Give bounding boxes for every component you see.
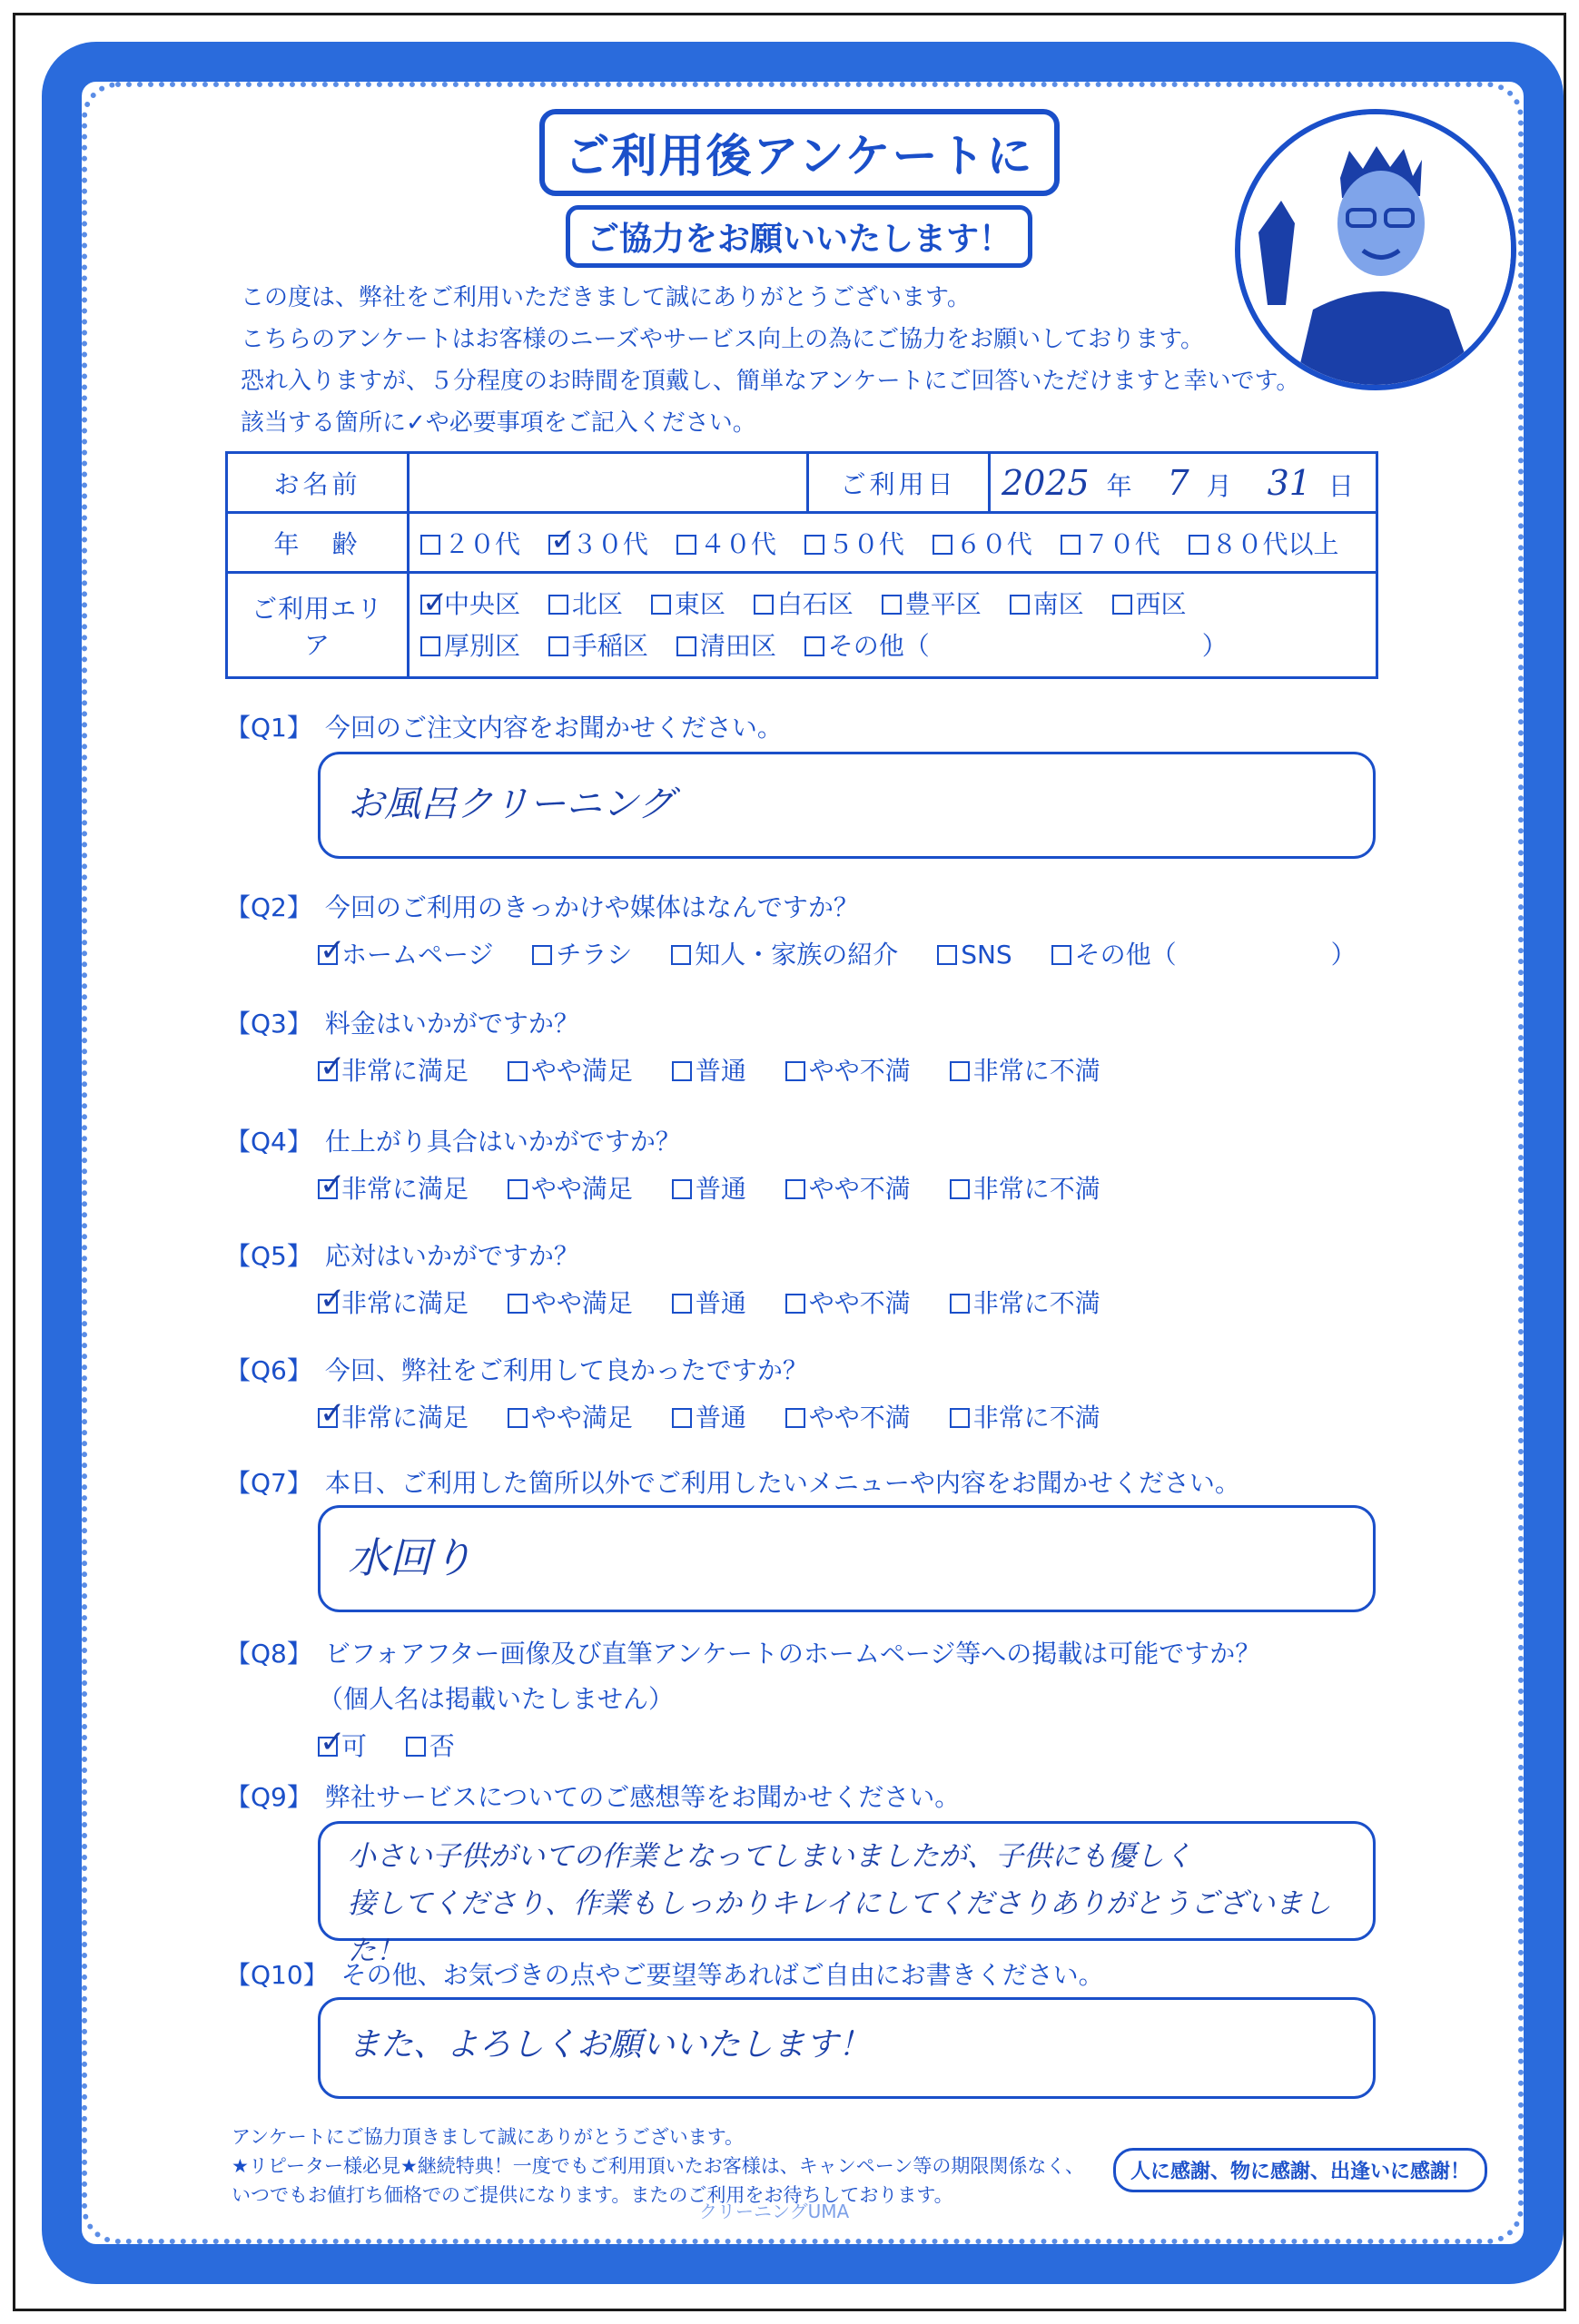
checkbox-checked[interactable] bbox=[318, 1294, 338, 1314]
q8-options bbox=[318, 1727, 486, 1763]
date-day: 31 bbox=[1267, 462, 1311, 503]
checkbox-checked[interactable] bbox=[548, 535, 568, 555]
rating-option[interactable]: やや満足 bbox=[508, 1398, 633, 1434]
company-logo: クリーニングUMA bbox=[699, 2201, 850, 2222]
customer-info-table bbox=[225, 451, 1378, 679]
day-unit: 日 bbox=[1327, 470, 1354, 501]
checkbox[interactable] bbox=[804, 636, 824, 656]
checkbox[interactable] bbox=[937, 945, 957, 965]
checkbox[interactable] bbox=[785, 1408, 805, 1428]
footer-text bbox=[232, 2122, 1084, 2210]
rating-option[interactable]: やや不満 bbox=[785, 1284, 911, 1320]
gratitude-badge: 人に感謝、物に感謝、出逢いに感謝！ bbox=[1113, 2148, 1487, 2192]
rating-option[interactable]: 非常に不満 bbox=[950, 1284, 1100, 1320]
checkbox[interactable] bbox=[508, 1408, 528, 1428]
question-1: 【Q1】 今回のご注文内容をお聞かせください。 bbox=[225, 713, 783, 743]
checkbox[interactable] bbox=[548, 636, 568, 656]
checkbox[interactable] bbox=[933, 535, 952, 555]
checkbox[interactable] bbox=[1112, 595, 1132, 615]
q8-option[interactable]: ✓可 bbox=[318, 1727, 367, 1763]
checkbox-checked[interactable] bbox=[420, 595, 440, 615]
age-option[interactable]: ４０代 bbox=[676, 525, 776, 561]
footer-line: いつでもお値打ち価格でのご提供になります。またのご利用をお待ちしております。 bbox=[232, 2184, 953, 2206]
age-option[interactable]: ５０代 bbox=[804, 525, 904, 561]
checkbox[interactable] bbox=[672, 1294, 692, 1314]
rating-option[interactable]: やや満足 bbox=[508, 1284, 633, 1320]
age-option[interactable]: ２０代 bbox=[420, 525, 520, 561]
age-option[interactable]: ８０代以上 bbox=[1189, 525, 1339, 561]
question-9: 【Q9】 弊社サービスについてのご感想等をお聞かせください。 bbox=[225, 1782, 961, 1812]
q2-option-other[interactable]: その他（ ） bbox=[1051, 935, 1357, 971]
q2-options bbox=[318, 935, 1387, 971]
q8-note: （個人名は掲載いたしません） bbox=[318, 1684, 675, 1714]
checkbox[interactable] bbox=[672, 1179, 692, 1199]
question-8: 【Q8】 ビフォアフター画像及び直筆アンケートのホームページ等への掲載は可能ですか？ bbox=[225, 1639, 1261, 1669]
checkbox[interactable] bbox=[950, 1179, 970, 1199]
checkbox[interactable] bbox=[676, 535, 696, 555]
checkbox-checked[interactable] bbox=[318, 1408, 338, 1428]
checkbox[interactable] bbox=[785, 1294, 805, 1314]
checkbox-checked[interactable] bbox=[318, 1179, 338, 1199]
area-option[interactable]: 白石区 bbox=[754, 584, 854, 625]
question-6: 【Q6】 今回、弊社をご利用して良かったですか？ bbox=[225, 1355, 808, 1385]
checkbox[interactable] bbox=[785, 1061, 805, 1081]
checkbox[interactable] bbox=[676, 636, 696, 656]
intro-text bbox=[241, 277, 1299, 444]
question-4: 【Q4】 仕上がり具合はいかがですか？ bbox=[225, 1127, 681, 1157]
rating-option[interactable]: 非常に不満 bbox=[950, 1398, 1100, 1434]
answer-1[interactable]: お風呂クリーニング bbox=[318, 752, 1376, 859]
area-option[interactable]: ✓中央区 bbox=[420, 584, 520, 625]
age-option[interactable]: ７０代 bbox=[1061, 525, 1160, 561]
rating-option[interactable]: やや不満 bbox=[785, 1169, 911, 1206]
rating-option[interactable]: やや不満 bbox=[785, 1398, 911, 1434]
date-year: 2025 bbox=[1002, 462, 1090, 503]
checkbox-checked[interactable] bbox=[318, 945, 338, 965]
q2-option[interactable]: チラシ bbox=[532, 935, 632, 971]
age-option[interactable]: ✓ ３０代 bbox=[548, 525, 648, 561]
area-option-other[interactable]: その他（ ） bbox=[804, 625, 1228, 667]
q2-option[interactable]: ✓ホームページ bbox=[318, 935, 493, 971]
checkbox[interactable] bbox=[672, 1408, 692, 1428]
area-option[interactable]: 東区 bbox=[651, 584, 725, 625]
checkbox[interactable] bbox=[882, 595, 902, 615]
checkbox[interactable] bbox=[671, 945, 691, 965]
rating-option[interactable]: 非常に不満 bbox=[950, 1169, 1100, 1206]
title-line-2: ご協力をお願いいたします！ bbox=[566, 205, 1032, 268]
rating-option[interactable]: ✓非常に満足 bbox=[318, 1398, 469, 1434]
rating-option[interactable]: やや不満 bbox=[785, 1051, 911, 1088]
age-label: 年 齢 bbox=[227, 513, 409, 573]
checkbox[interactable] bbox=[508, 1294, 528, 1314]
checkbox[interactable] bbox=[950, 1294, 970, 1314]
area-options bbox=[409, 573, 1377, 678]
rating-option[interactable]: ✓非常に満足 bbox=[318, 1284, 469, 1320]
checkbox[interactable] bbox=[950, 1408, 970, 1428]
checkbox-checked[interactable] bbox=[318, 1061, 338, 1081]
q4-options bbox=[318, 1169, 1131, 1206]
question-7: 【Q7】 本日、ご利用した箇所以外でご利用したいメニューや内容をお聞かせください。 bbox=[225, 1468, 1240, 1498]
survey-header bbox=[518, 109, 1081, 268]
area-option[interactable]: 北区 bbox=[548, 584, 623, 625]
answer-9[interactable] bbox=[318, 1821, 1376, 1967]
checkbox[interactable] bbox=[406, 1737, 426, 1757]
area-option[interactable]: 手稲区 bbox=[548, 625, 648, 667]
question-2: 【Q2】 今回のご利用のきっかけや媒体はなんですか？ bbox=[225, 892, 859, 922]
checkbox[interactable] bbox=[420, 636, 440, 656]
q5-options bbox=[318, 1284, 1131, 1320]
checkbox[interactable] bbox=[1051, 945, 1071, 965]
checkbox[interactable] bbox=[785, 1179, 805, 1199]
question-3: 【Q3】 料金はいかがですか？ bbox=[225, 1009, 579, 1039]
checkbox[interactable] bbox=[950, 1061, 970, 1081]
footer-line: アンケートにご協力頂きまして誠にありがとうございます。 bbox=[232, 2126, 745, 2148]
intro-line: この度は、弊社をご利用いただきまして誠にありがとうございます。 bbox=[241, 284, 971, 311]
checkbox[interactable] bbox=[548, 595, 568, 615]
footer-line: ★リピーター様必見★継続特典！一度でもご利用頂いたお客様は、キャンペーン等の期限関係なく、 bbox=[232, 2155, 1084, 2177]
q8-option[interactable]: 否 bbox=[406, 1727, 455, 1763]
rating-option[interactable]: 普通 bbox=[672, 1398, 746, 1434]
checkbox[interactable] bbox=[532, 945, 552, 965]
checkbox[interactable] bbox=[651, 595, 671, 615]
name-field[interactable] bbox=[409, 453, 808, 513]
checkbox[interactable] bbox=[754, 595, 774, 615]
checkbox[interactable] bbox=[508, 1061, 528, 1081]
rating-option[interactable]: やや満足 bbox=[508, 1169, 633, 1206]
q6-options bbox=[318, 1398, 1131, 1434]
year-unit: 年 bbox=[1106, 470, 1132, 501]
date-month: 7 bbox=[1167, 462, 1189, 503]
checkbox[interactable] bbox=[1189, 535, 1209, 555]
age-option[interactable]: ６０代 bbox=[933, 525, 1032, 561]
answer-7[interactable]: 水回り bbox=[318, 1505, 1376, 1612]
question-5: 【Q5】 応対はいかがですか？ bbox=[225, 1241, 579, 1271]
date-label: ご利用日 bbox=[808, 453, 990, 513]
rating-option[interactable]: 普通 bbox=[672, 1169, 746, 1206]
checkbox[interactable] bbox=[1010, 595, 1030, 615]
area-option[interactable]: 厚別区 bbox=[420, 625, 520, 667]
checkbox[interactable] bbox=[1061, 535, 1081, 555]
checkbox[interactable] bbox=[508, 1179, 528, 1199]
rating-option[interactable]: ✓非常に満足 bbox=[318, 1169, 469, 1206]
rating-option[interactable]: やや満足 bbox=[508, 1051, 633, 1088]
age-options bbox=[409, 513, 1377, 573]
checkbox[interactable] bbox=[804, 535, 824, 555]
title-line-1: ご利用後アンケートに bbox=[539, 109, 1060, 196]
answer-9-line: 接してくださり、作業もしっかりキレイにしてくださりありがとうございました！ bbox=[348, 1887, 1332, 1967]
question-10: 【Q10】 その他、お気づきの点やご要望等あればご自由にお書きください。 bbox=[225, 1960, 1104, 1990]
checkbox[interactable] bbox=[420, 535, 440, 555]
q2-option[interactable]: SNS bbox=[937, 940, 1012, 970]
area-option[interactable]: 豊平区 bbox=[882, 584, 982, 625]
rating-option[interactable]: ✓非常に満足 bbox=[318, 1051, 469, 1088]
intro-line: 該当する箇所に✓や必要事項をご記入ください。 bbox=[241, 409, 756, 437]
answer-9-line: 小さい子供がいての作業となってしまいましたが、子供にも優しく bbox=[348, 1840, 1192, 1873]
checkbox-checked[interactable] bbox=[318, 1737, 338, 1757]
checkbox[interactable] bbox=[672, 1061, 692, 1081]
intro-line: 恐れ入りますが、５分程度のお時間を頂戴し、簡単なアンケートにご回答いただけますと幸いです。 bbox=[241, 368, 1300, 395]
rating-option[interactable]: 非常に不満 bbox=[950, 1051, 1100, 1088]
area-option[interactable]: 西区 bbox=[1112, 584, 1187, 625]
q2-option[interactable]: 知人・家族の紹介 bbox=[671, 935, 898, 971]
month-unit: 月 bbox=[1206, 470, 1232, 501]
intro-line: こちらのアンケートはお客様のニーズやサービス向上の為にご協力をお願いしております。 bbox=[241, 326, 1205, 353]
rating-option[interactable]: 普通 bbox=[672, 1051, 746, 1088]
area-label: ご利用エリア bbox=[227, 573, 409, 678]
q3-options bbox=[318, 1051, 1131, 1088]
rating-option[interactable]: 普通 bbox=[672, 1284, 746, 1320]
answer-10[interactable]: また、よろしくお願いいたします！ bbox=[318, 1997, 1376, 2099]
name-label: お名前 bbox=[227, 453, 409, 513]
date-field[interactable] bbox=[990, 453, 1377, 513]
area-option[interactable]: 南区 bbox=[1010, 584, 1084, 625]
area-option[interactable]: 清田区 bbox=[676, 625, 776, 667]
